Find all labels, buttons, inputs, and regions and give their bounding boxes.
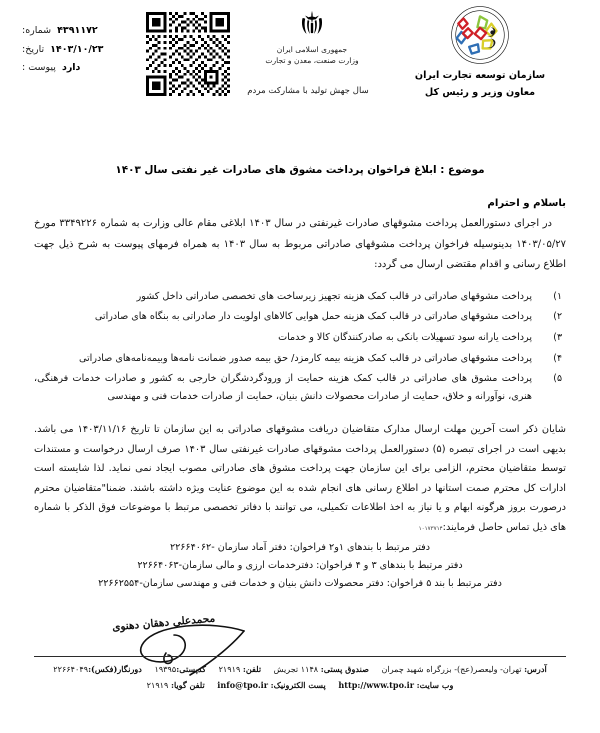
contact-line-item-5: دفتر مرتبط با بند ۵ فراخوان: دفتر محصولات دانش بنیان و خدمات فنی و مهندسی سازمان-۲۲۶۶۲۵۵۴ <box>98 577 502 589</box>
footer-website-value[interactable]: http://www.tpo.ir <box>338 679 414 690</box>
list-item <box>34 308 562 326</box>
list-item-number: ۲) <box>553 311 562 323</box>
list-item-number: ۵) <box>553 373 562 385</box>
letter-subject: موضوع : ابلاغ فراخوان پرداخت مشوق های صادرات غیر نفتی سال ۱۴۰۳ <box>115 164 485 176</box>
contact-line-items-1-2: دفتر مرتبط با بندهای ۱و۲ فراخوان: دفتر آماد سازمان -۲۲۶۶۴۰۶۲ <box>169 542 431 554</box>
signatory-name: محمدعلی دهقان دهنوی <box>111 612 216 634</box>
list-item-text: پرداخت مشوقهای صادراتی در قالب کمک هزینه تجهیز زیرساخت های تخصصی صادراتی داخل کشور <box>136 290 532 302</box>
footer-fax-value: ۲۲۶۶۴۰۴۹ <box>53 664 89 675</box>
letter-meta-block <box>22 22 147 78</box>
footer-email-label: پست الکترونیک: <box>270 679 326 690</box>
list-item-text: پرداخت مشوقهای صادراتی در قالب کمک هزینه بیمه کارمزد/ حق بیمه صدور ضمانت نامه‌ها وبیمه‌نامه‌های صادراتی <box>79 352 532 364</box>
list-item-number: ۳) <box>553 331 562 343</box>
footer-fax-label: دورنگار(فکس): <box>88 664 142 675</box>
ministry-block <box>262 8 362 66</box>
footer-pobox-label: صندوق پستی: <box>320 664 369 675</box>
footer-voice-label: تلفن گویا: <box>170 679 205 690</box>
meta-date-label: تاریخ: <box>22 43 45 55</box>
meta-row-number <box>22 22 147 41</box>
ministry-name-line1: جمهوری اسلامی ایران <box>276 45 348 54</box>
footer-tel-label: تلفن: <box>242 664 262 675</box>
letter-header <box>0 0 600 120</box>
qr-code-icon <box>146 12 230 96</box>
meta-row-attachment <box>22 59 147 78</box>
list-item <box>34 350 562 368</box>
qr-code <box>146 12 230 96</box>
list-item <box>34 370 562 405</box>
letter-intro-paragraph: در اجرای دستورالعمل پرداخت مشوقهای صادرات غیرنفتی در سال ۱۴۰۳ ابلاغی مقام عالی وزارت به شماره ۳۳۴۹۲۲۶ مورخ ۱۴۰۳/۰۵/۲۷ بدینوسیله فراخوان پرداخت مشوقهای صادراتی مربوط به سال ۱۴۰۳ به همراه فرمهای پیوست به شرح ذیل جهت اطلاع رسانی و اقدام مقتضی ارسال می گردد: <box>34 218 566 270</box>
tpo-logo-icon <box>449 4 511 66</box>
list-item-number: ۱) <box>553 290 562 302</box>
footer-divider <box>34 656 566 657</box>
footer-line-web <box>0 678 600 693</box>
footer-postcode-value: ۱۹۳۹۵ <box>154 664 177 675</box>
footer-tel-value: ۲۱۹۱۹ <box>218 664 241 675</box>
letter-closing-paragraph <box>34 420 566 538</box>
year-slogan: سال جهش تولید با مشارکت مردم <box>247 86 369 96</box>
footer-postcode-label: کدپستی: <box>176 664 206 675</box>
footer-address-value: تهران- ولیعصر(عج)- بزرگراه شهید چمران <box>381 664 522 675</box>
ministry-name-line2: وزارت صنعت، معدن و تجارت <box>265 56 359 65</box>
list-item <box>34 329 562 347</box>
letter-salutation: باسلام و احترام <box>487 198 566 209</box>
letter-footer <box>0 656 600 693</box>
list-item-text: پرداخت مشوق های صادراتی در قالب کمک هزینه حمایت از ورودگردشگران خارجی به کشور و صادرات خدمات فرهنگی، هنری، نوآورانه و خلاق، حمایت از صادرات محصولات دانش بنیان، حمایت از صادرات خدمات فنی و مهندسی <box>34 373 532 403</box>
contact-offices-block <box>34 539 566 592</box>
meta-date-value: ۱۴۰۳/۱۰/۲۳ <box>50 43 104 55</box>
list-item <box>34 288 562 306</box>
letter-closing-text: شایان ذکر است آخرین مهلت ارسال مدارک متقاضیان دریافت مشوقهای صادراتی به این سازمان تا تاریخ ۱۴۰۳/۱۱/۱۶ می باشد. بدیهی است در اجرای تبصره (۵) دستورالعمل پرداخت مشوقهای صادرات غیرنفتی سال ۱۴۰۳ صرف ارسال درخواست و مستندات توسط متقاضیان محترم، الزامی برای این سازمان جهت پرداخت مشوق های صادراتی مصوب ایجاد نمی نماید. لذا شایسته است ادارات کل محترم صمت استانها در اطلاع رسانی های انجام شده به این موضوع عنایت ویژه داشته باشند. ضمنا"متقاضیان محترم درصورت بروز هرگونه ابهام و یا نیاز به اخذ اطلاعات تکمیلی، می توانند با دفاتر تخصصی مرتبط با موضوعات فوق الذکر با شماره های ذیل تماس حاصل فرمایند: <box>34 423 567 533</box>
meta-number-value: ۴۳۹۱۱۷۲ <box>57 25 98 36</box>
footer-voice-value: ۲۱۹۱۹ <box>146 679 169 690</box>
meta-row-date <box>22 41 147 60</box>
meta-attachment-label: پیوست : <box>22 62 56 74</box>
organization-name: سازمان توسعه تجارت ایران <box>414 70 546 81</box>
footer-line-address <box>0 662 600 677</box>
organization-block <box>400 4 560 101</box>
footer-address-label: آدرس: <box>524 664 547 675</box>
meta-number-label: شماره: <box>22 25 52 36</box>
footer-pobox-value: ۱۱۴۸ تجریش <box>273 664 319 675</box>
meta-attachment-value: دارد <box>61 62 81 74</box>
organization-role: معاون وزیر و رئیس کل <box>424 87 536 99</box>
iran-emblem-icon <box>295 8 329 42</box>
footer-website-label: وب سایت: <box>416 679 454 690</box>
footer-email-value[interactable]: info@tpo.ir <box>217 679 269 690</box>
list-item-text: پرداخت مشوقهای صادراتی در قالب کمک هزینه حمل هوایی کالاهای اولویت دار صادراتی به بنگاه های صادراتی <box>94 311 532 323</box>
letter-content <box>0 164 600 679</box>
incentive-items-list <box>34 288 566 406</box>
contact-line-items-3-4: دفتر مرتبط با بندهای ۳ و ۴ فراخوان: دفترخدمات ارزی و مالی سازمان-۲۲۶۶۴۰۶۳ <box>137 560 463 572</box>
list-item-text: پرداخت یارانه سود تسهیلات بانکی به صادرکنندگان کالا و خدمات <box>278 331 532 343</box>
list-item-number: ۴) <box>553 352 562 364</box>
letter-tracking-code: ۱۰۱۷۳۷۱۴ <box>418 525 443 532</box>
